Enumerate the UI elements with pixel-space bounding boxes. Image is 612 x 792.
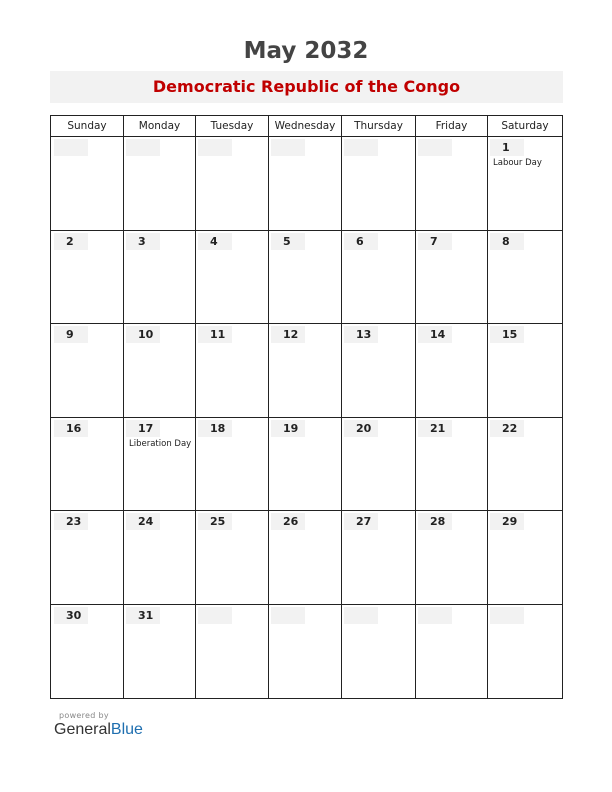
- day-cell: [124, 231, 195, 324]
- day-number: 23: [54, 513, 88, 530]
- day-number: [54, 139, 88, 156]
- day-cell: [269, 511, 341, 604]
- holiday-label: Labour Day: [493, 158, 542, 168]
- day-cell: [342, 231, 415, 324]
- day-number: 20: [344, 420, 378, 437]
- weekday-header-thursday: Thursday: [341, 116, 415, 136]
- day-cell: [52, 605, 123, 698]
- day-number: 8: [490, 233, 524, 250]
- day-cell: [269, 324, 341, 417]
- day-cell: [124, 511, 195, 604]
- day-number: 14: [418, 326, 452, 343]
- day-cell: [342, 511, 415, 604]
- day-number: [126, 139, 160, 156]
- day-cell: [52, 511, 123, 604]
- day-number: [198, 139, 232, 156]
- day-cell: [124, 605, 195, 698]
- day-number: 9: [54, 326, 88, 343]
- day-number: 4: [198, 233, 232, 250]
- day-number: [418, 139, 452, 156]
- day-number: [271, 607, 305, 624]
- day-number: 30: [54, 607, 88, 624]
- day-number: 17: [126, 420, 160, 437]
- day-number: [198, 607, 232, 624]
- day-cell: [124, 418, 195, 511]
- weekday-header-wednesday: Wednesday: [268, 116, 341, 136]
- day-cell: [416, 137, 487, 230]
- day-number: 24: [126, 513, 160, 530]
- day-cell: [124, 137, 195, 230]
- day-cell: [342, 137, 415, 230]
- day-number: 31: [126, 607, 160, 624]
- day-number: 2: [54, 233, 88, 250]
- day-cell: [488, 324, 562, 417]
- day-cell: [196, 137, 268, 230]
- day-number: 11: [198, 326, 232, 343]
- day-cell: [196, 511, 268, 604]
- day-number: 25: [198, 513, 232, 530]
- weekday-header-friday: Friday: [415, 116, 487, 136]
- calendar-title: May 2032: [243, 38, 369, 64]
- weekday-header-saturday: Saturday: [487, 116, 562, 136]
- day-cell: [488, 231, 562, 324]
- day-cell: [416, 605, 487, 698]
- day-number: 21: [418, 420, 452, 437]
- calendar-grid: [50, 115, 563, 699]
- day-cell: [269, 605, 341, 698]
- day-cell: [342, 324, 415, 417]
- day-cell: [416, 418, 487, 511]
- day-number: [490, 607, 524, 624]
- day-number: [344, 139, 378, 156]
- day-cell: [196, 324, 268, 417]
- day-number: 28: [418, 513, 452, 530]
- day-cell: [269, 137, 341, 230]
- country-banner: [50, 71, 563, 103]
- day-cell: [52, 231, 123, 324]
- brand-logo: [54, 721, 143, 739]
- day-cell: [342, 605, 415, 698]
- day-cell: [52, 137, 123, 230]
- day-cell: [342, 418, 415, 511]
- day-number: 19: [271, 420, 305, 437]
- day-number: 13: [344, 326, 378, 343]
- weekday-header-sunday: Sunday: [67, 120, 107, 132]
- day-number: 26: [271, 513, 305, 530]
- day-cell: [488, 137, 562, 230]
- day-cell: [196, 418, 268, 511]
- day-number: 1: [490, 139, 524, 156]
- holiday-label: Liberation Day: [129, 438, 192, 449]
- day-number: [344, 607, 378, 624]
- day-number: 27: [344, 513, 378, 530]
- brand-blue-text: Blue: [110, 721, 143, 738]
- day-number: 16: [54, 420, 88, 437]
- day-cell: [416, 231, 487, 324]
- day-number: [271, 139, 305, 156]
- day-number: 12: [271, 326, 305, 343]
- day-number: 10: [126, 326, 160, 343]
- day-cell: [416, 511, 487, 604]
- country-name: Democratic Republic of the Congo: [152, 77, 461, 96]
- day-cell: [416, 324, 487, 417]
- day-number: 18: [198, 420, 232, 437]
- day-cell: [52, 324, 123, 417]
- day-cell: [124, 324, 195, 417]
- brand-general-text: General: [54, 721, 111, 738]
- day-cell: [196, 231, 268, 324]
- day-number: 5: [271, 233, 305, 250]
- powered-by-text: powered by: [59, 711, 109, 720]
- day-number: 29: [490, 513, 524, 530]
- day-cell: [488, 511, 562, 604]
- day-number: [418, 607, 452, 624]
- day-number: 6: [344, 233, 378, 250]
- day-cell: [269, 231, 341, 324]
- day-cell: [488, 418, 562, 511]
- day-cell: [488, 605, 562, 698]
- day-cell: [196, 605, 268, 698]
- weekday-header-monday: Monday: [123, 116, 195, 136]
- day-cell: [269, 418, 341, 511]
- day-cell: [52, 418, 123, 511]
- day-number: 15: [490, 326, 524, 343]
- day-number: 3: [126, 233, 160, 250]
- day-number: 7: [418, 233, 452, 250]
- weekday-header-tuesday: Tuesday: [195, 116, 268, 136]
- day-number: 22: [490, 420, 524, 437]
